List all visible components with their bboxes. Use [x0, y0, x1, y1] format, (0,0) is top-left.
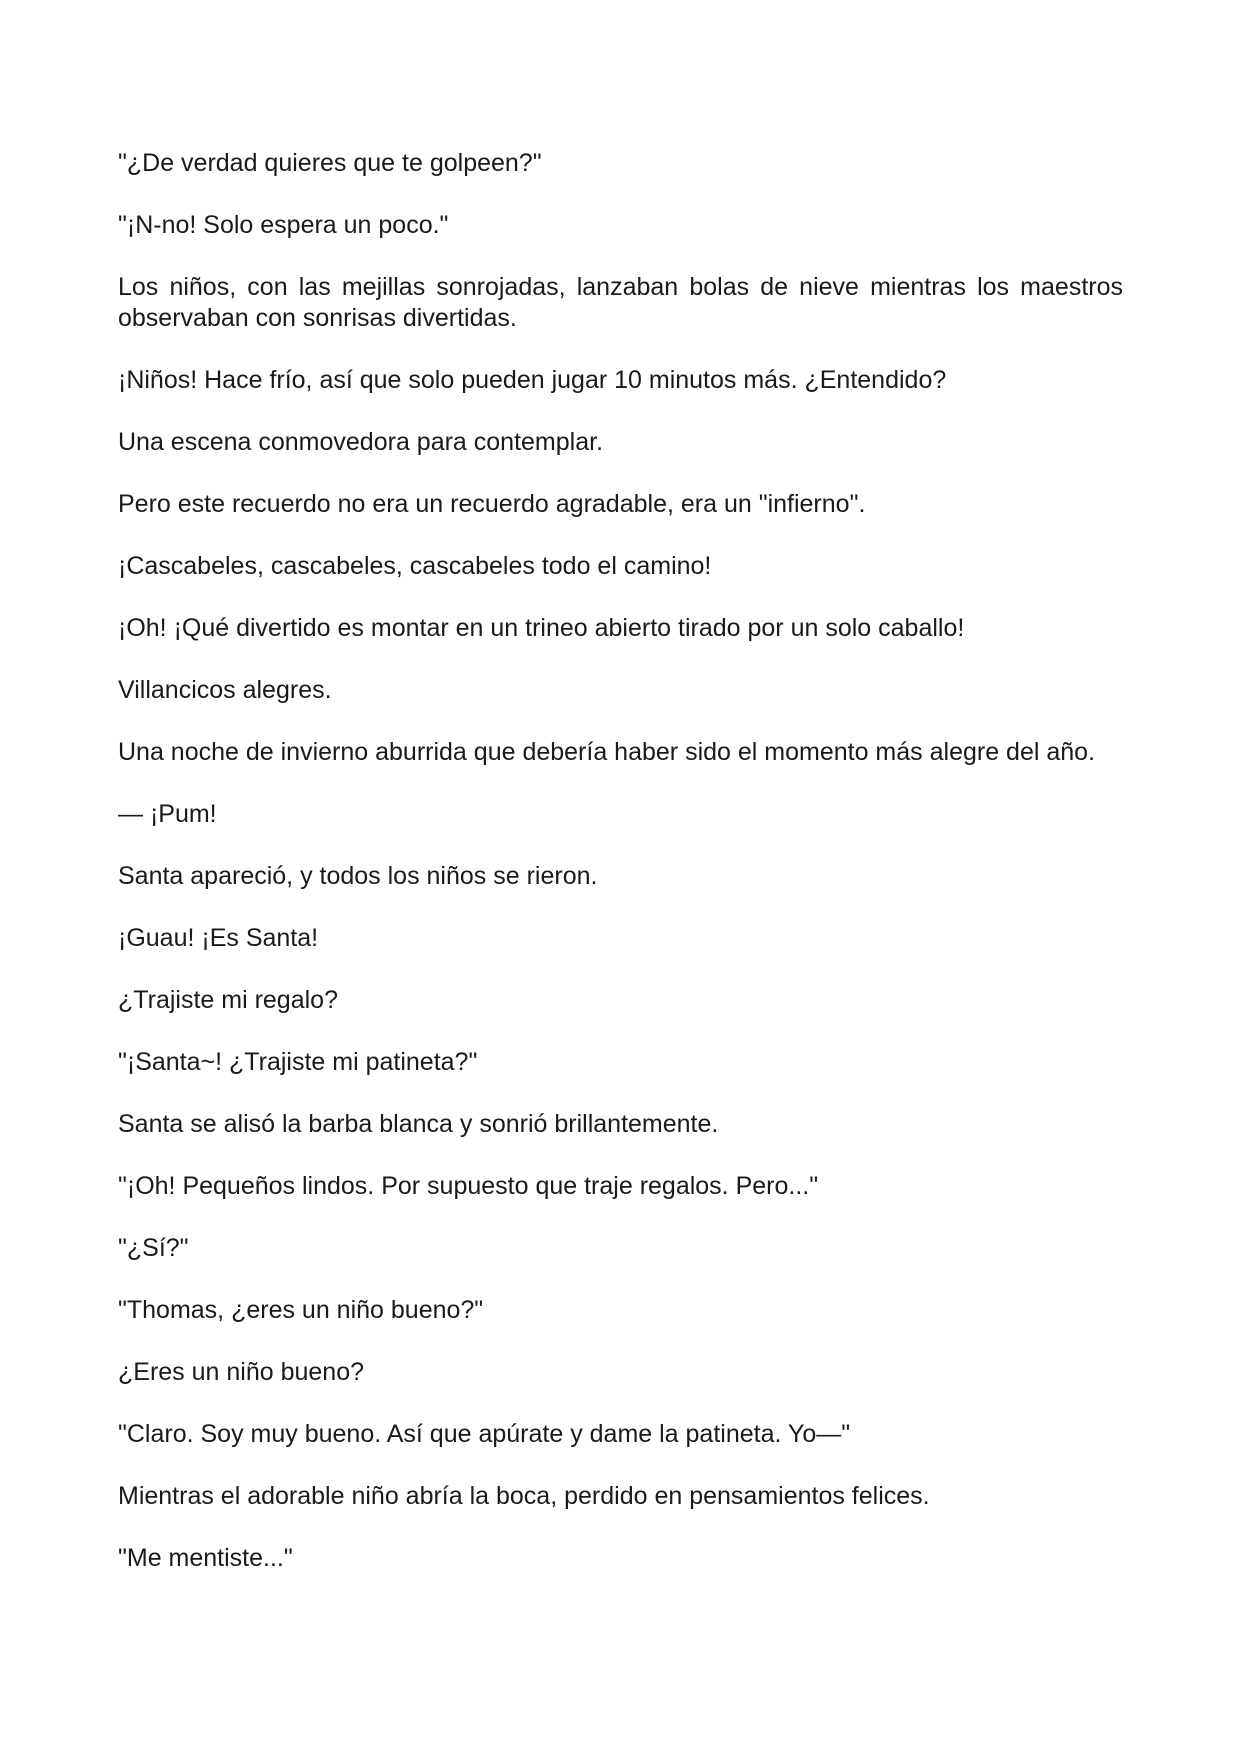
- paragraph-10: Una noche de invierno aburrida que debería haber sido el momento más alegre del año.: [118, 738, 1096, 766]
- paragraph-18: "¿Sí?": [118, 1234, 189, 1262]
- paragraph-11: — ¡Pum!: [118, 800, 217, 828]
- paragraph-13: ¡Guau! ¡Es Santa!: [118, 924, 319, 952]
- paragraph-5: Una escena conmovedora para contemplar.: [118, 428, 604, 456]
- paragraph-17: "¡Oh! Pequeños lindos. Por supuesto que traje regalos. Pero...": [118, 1172, 819, 1200]
- document-page: [118, 148, 1123, 1605]
- paragraph-22: Mientras el adorable niño abría la boca, perdido en pensamientos felices.: [118, 1482, 930, 1510]
- paragraph-19: "Thomas, ¿eres un niño bueno?": [118, 1296, 484, 1324]
- paragraph-16: Santa se alisó la barba blanca y sonrió brillantemente.: [118, 1110, 719, 1138]
- paragraph-9: Villancicos alegres.: [118, 676, 332, 704]
- paragraph-15: "¡Santa~! ¿Trajiste mi patineta?": [118, 1048, 478, 1076]
- paragraph-20: ¿Eres un niño bueno?: [118, 1358, 365, 1386]
- paragraph-3: Los niños, con las mejillas sonrojadas, lanzaban bolas de nieve mientras los maestros observaban con sonrisas divertidas.: [118, 273, 1123, 332]
- paragraph-4: ¡Niños! Hace frío, así que solo pueden jugar 10 minutos más. ¿Entendido?: [118, 366, 947, 394]
- paragraph-1: "¿De verdad quieres que te golpeen?": [118, 149, 542, 177]
- paragraph-14: ¿Trajiste mi regalo?: [118, 986, 338, 1014]
- paragraph-12: Santa apareció, y todos los niños se rieron.: [118, 862, 598, 890]
- paragraph-8: ¡Oh! ¡Qué divertido es montar en un trineo abierto tirado por un solo caballo!: [118, 614, 965, 642]
- paragraph-7: ¡Cascabeles, cascabeles, cascabeles todo el camino!: [118, 552, 712, 580]
- paragraph-2: "¡N-no! Solo espera un poco.": [118, 211, 449, 239]
- paragraph-23: "Me mentiste...": [118, 1544, 293, 1572]
- paragraph-21: "Claro. Soy muy bueno. Así que apúrate y dame la patineta. Yo—": [118, 1420, 851, 1448]
- paragraph-6: Pero este recuerdo no era un recuerdo agradable, era un "infierno".: [118, 490, 866, 518]
